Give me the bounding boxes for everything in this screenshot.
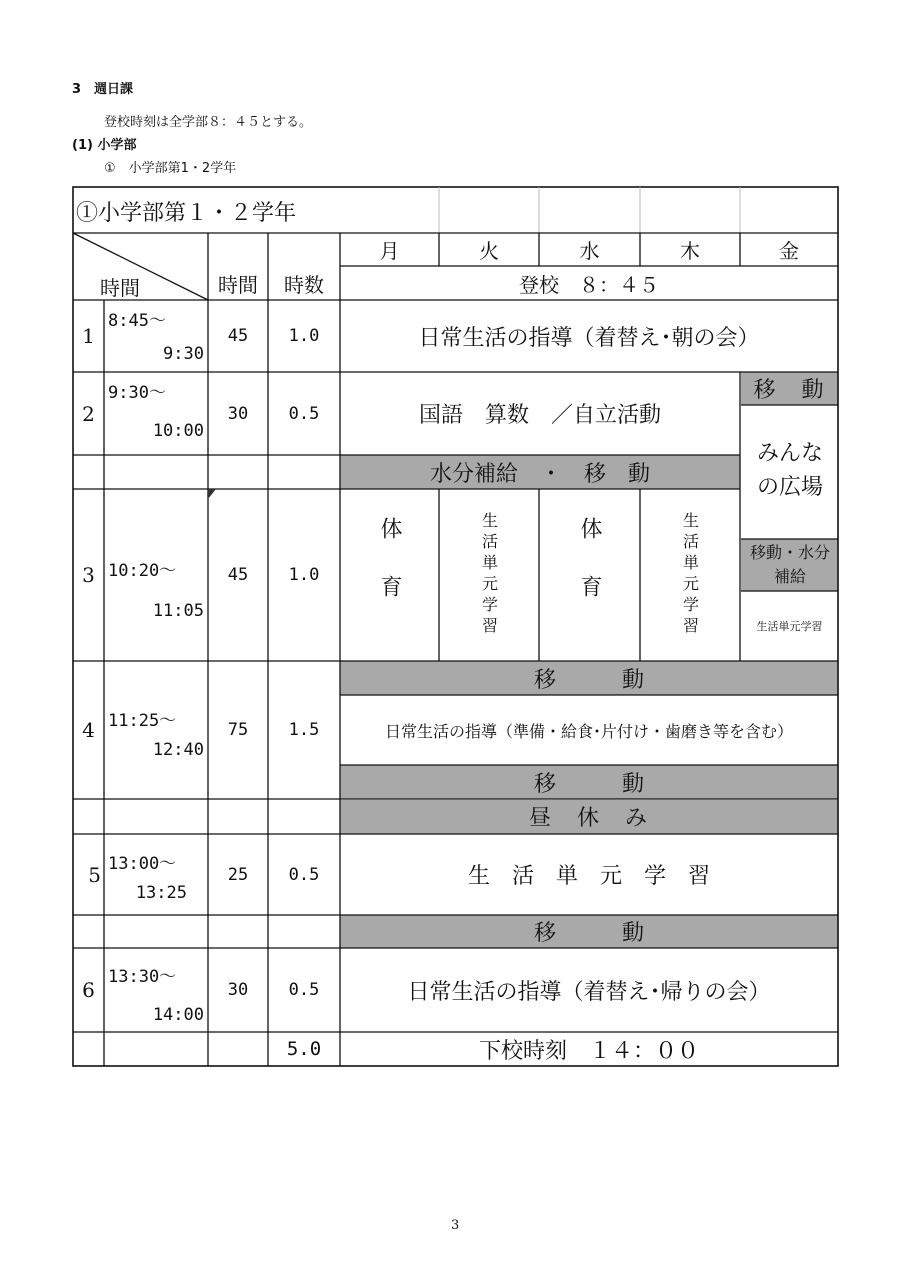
period-minutes: 25 xyxy=(227,864,249,885)
period-number: 4 xyxy=(82,718,95,742)
arrival-time: 登校 ８：４５ xyxy=(519,272,659,297)
thu-life xyxy=(640,489,740,661)
move-band: 移 動 xyxy=(533,667,644,693)
period-start: 8:45〜 xyxy=(108,311,166,331)
period-end: 10:00 xyxy=(152,421,204,441)
mon-pe-label: 体育 xyxy=(377,517,402,633)
col-header-time: 時間 xyxy=(218,272,258,297)
period-4-activity: 日常生活の指導（準備・給食･片付け・歯磨き等を含む） xyxy=(384,721,793,741)
period-minutes: 45 xyxy=(227,326,249,346)
period-number: 1 xyxy=(82,324,95,348)
move-band: 移 動 xyxy=(533,771,644,797)
day-thu: 木 xyxy=(680,239,700,263)
friday-move: 移 動 xyxy=(753,378,826,403)
wed-pe xyxy=(539,489,640,661)
period-end: 11:05 xyxy=(152,601,204,621)
period-1-activity: 日常生活の指導（着替え･朝の会） xyxy=(418,325,760,351)
period-start: 11:25〜 xyxy=(108,711,177,731)
period-number: 3 xyxy=(82,563,95,587)
day-fri: 金 xyxy=(779,239,799,263)
period-hours: 1.0 xyxy=(288,565,320,585)
period-minutes: 30 xyxy=(227,403,249,424)
period-minutes: 45 xyxy=(227,565,249,585)
friday-plaza: みんなの広場 xyxy=(756,441,823,500)
thu-life-label: 生活単元学習 xyxy=(680,512,700,638)
col-header-hours: 時数 xyxy=(284,272,324,297)
corner-label: 時間 xyxy=(100,276,140,300)
period-hours: 0.5 xyxy=(288,864,320,885)
day-mon: 月 xyxy=(379,239,400,263)
period-hours: 1.0 xyxy=(288,326,320,346)
period-number: 2 xyxy=(82,401,95,426)
period-number: 5 xyxy=(88,862,101,887)
period-number: 6 xyxy=(82,978,95,1002)
period-start: 13:30〜 xyxy=(108,967,177,987)
page-number: 3 xyxy=(451,1218,460,1233)
period-end: 12:40 xyxy=(152,740,204,760)
section-title: 3 週日課 xyxy=(72,82,134,97)
friday-move-hydrate: 移動・水分補給 xyxy=(749,543,830,586)
move-band: 移 動 xyxy=(533,921,644,946)
wed-pe-label: 体育 xyxy=(577,517,602,633)
day-wed: 水 xyxy=(579,239,600,263)
period-end: 9:30 xyxy=(163,344,204,364)
hydration-move-band: 水分補給 ・ 移 動 xyxy=(429,461,650,487)
period-start: 13:00〜 xyxy=(108,854,177,874)
friday-life: 生活単元学習 xyxy=(756,620,823,633)
period-start: 9:30〜 xyxy=(108,383,166,403)
sub-heading: (1) 小学部 xyxy=(72,138,137,153)
lunch-break-band: 昼 休 み xyxy=(528,806,649,831)
arrival-note: 登校時刻は全学部８：４５とする。 xyxy=(104,115,313,130)
period-start: 10:20〜 xyxy=(108,561,177,581)
period-hours: 0.5 xyxy=(288,403,320,424)
period-end: 13:25 xyxy=(135,883,187,903)
mon-pe xyxy=(340,489,439,661)
dismissal-time: 下校時刻 １４：００ xyxy=(478,1038,699,1064)
period-6-activity: 日常生活の指導（着替え･帰りの会） xyxy=(407,979,771,1005)
period-minutes: 30 xyxy=(227,980,249,1000)
tue-life-label: 生活単元学習 xyxy=(479,512,499,638)
total-hours: 5.0 xyxy=(286,1038,322,1060)
period-end: 14:00 xyxy=(152,1005,204,1025)
period-5-activity: 生 活 単 元 学 習 xyxy=(467,864,710,889)
period-hours: 0.5 xyxy=(288,980,320,1000)
day-tue: 火 xyxy=(479,239,499,263)
tue-life xyxy=(439,489,539,661)
period-minutes: 75 xyxy=(227,720,249,740)
period-hours: 1.5 xyxy=(288,720,320,740)
period-2-activity: 国語 算数 ／自立活動 xyxy=(418,403,661,428)
table-title: ①小学部第１・２学年 xyxy=(76,201,297,226)
item-heading: ① 小学部第1・2学年 xyxy=(104,161,237,176)
